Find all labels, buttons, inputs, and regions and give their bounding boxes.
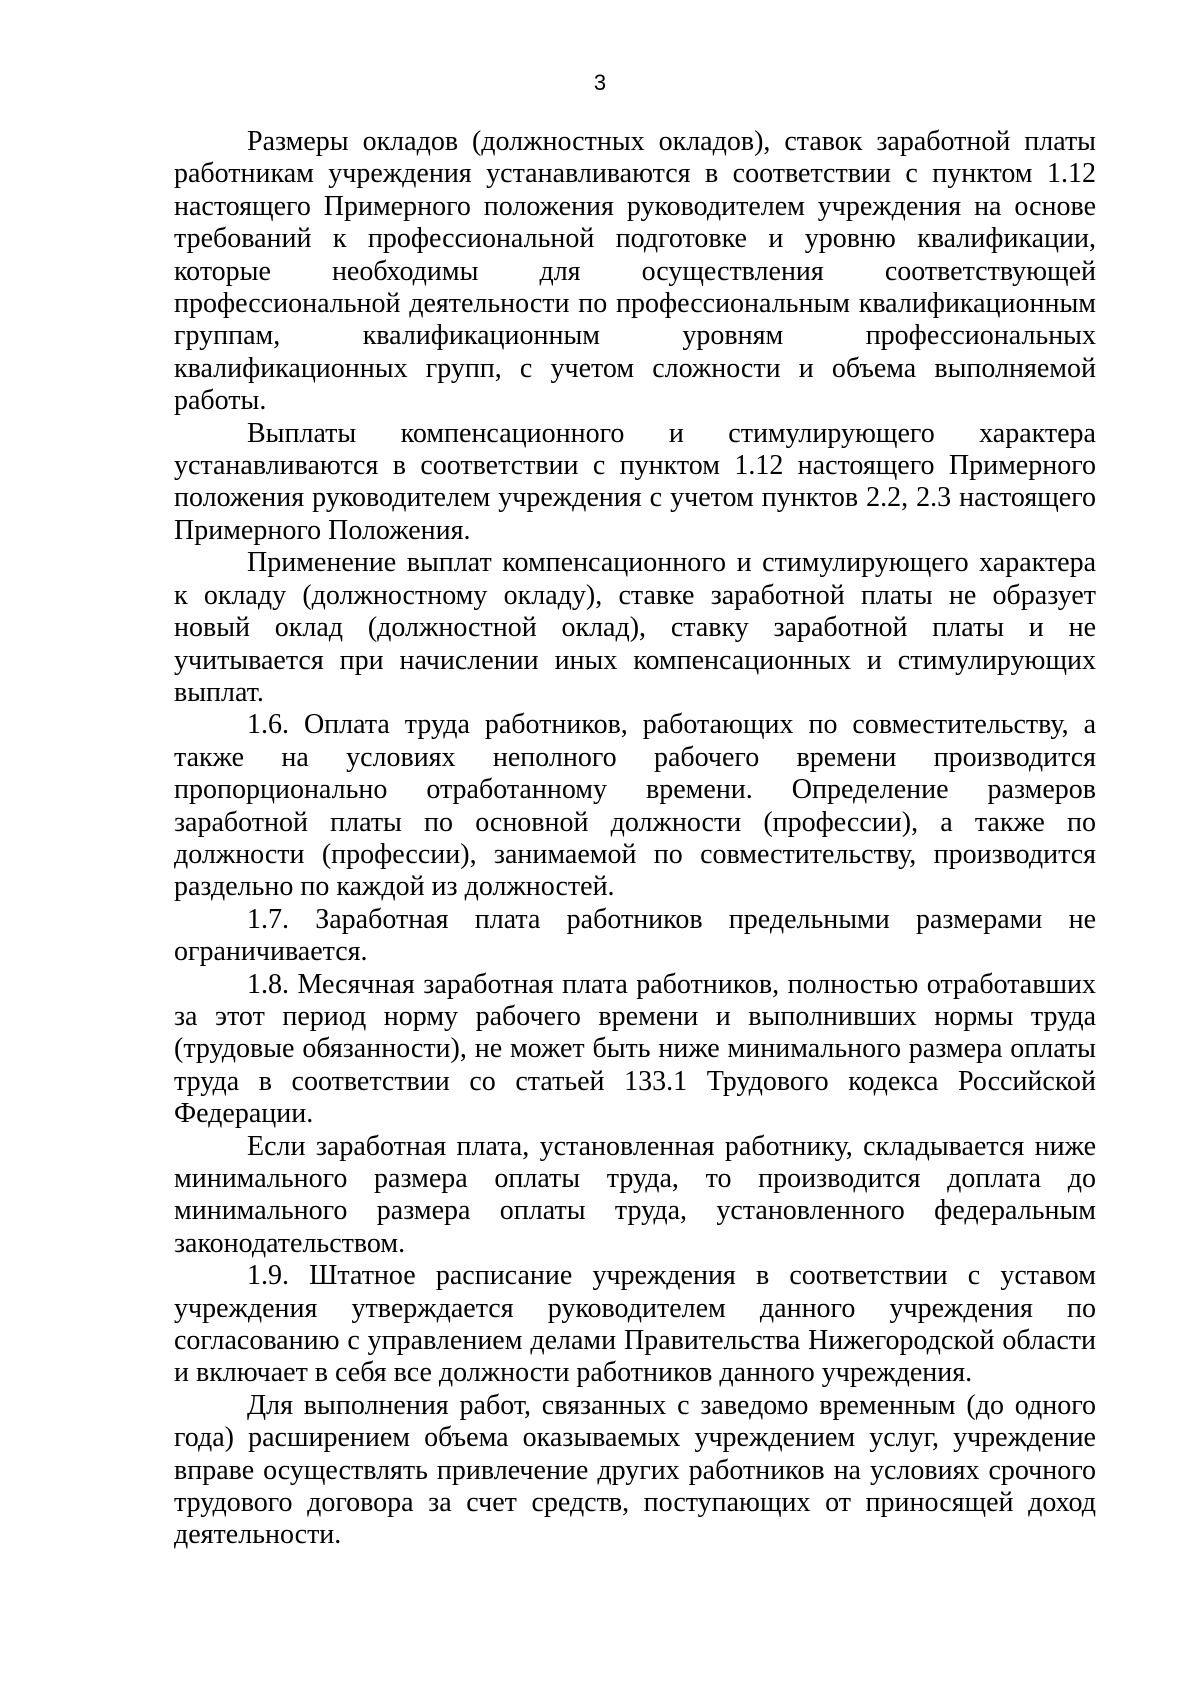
paragraph-payment-application: Применение выплат компенсационного и стимулирующего характера к окладу (должностному окладу), ставке заработной платы не образует новый оклад (должностной оклад), ставку заработной платы и не учитывается при начислении иных компенсационных и стимулирующих выплат.	[174, 547, 1096, 708]
paragraph-compensation-payments: Выплаты компенсационного и стимулирующего характера устанавливаются в соответствии с пунктом 1.12 настоящего Примерного положения руководителем учреждения с учетом пунктов 2.2, 2.3 настоящего Примерного Положения.	[174, 417, 1096, 546]
page-number: 3	[593, 70, 607, 95]
paragraph-1-6-part-time: 1.6. Оплата труда работников, работающих по совместительству, а также на условиях неполного рабочего времени производится пропорционально отработанному времени. Определение размеров заработной платы по основной должности (профессии), а также по должности (профессии), занимаемой по совместительству, производится раздельно по каждой из должностей.	[174, 709, 1096, 903]
paragraph-minimum-wage-supplement: Если заработная плата, установленная работнику, складывается ниже минимального размера оплаты труда, то производится доплата до минимального размера оплаты труда, установленного федеральным законодательством.	[174, 1130, 1096, 1259]
document-body	[174, 126, 1096, 1552]
paragraph-1-7-salary-limits: 1.7. Заработная плата работников предельными размерами не ограничивается.	[174, 903, 1096, 968]
paragraph-temporary-workers: Для выполнения работ, связанных с заведомо временным (до одного года) расширением объема оказываемых учреждением услуг, учреждение вправе осуществлять привлечение других работников на условиях срочного трудового договора за счет средств, поступающих от приносящей доход деятельности.	[174, 1389, 1096, 1551]
paragraph-salary-rates: Размеры окладов (должностных окладов), ставок заработной платы работникам учреждения устанавливаются в соответствии с пунктом 1.12 настоящего Примерного положения руководителем учреждения на основе требований к профессиональной подготовке и уровню квалификации, которые необходимы для осуществления соответствующей профессиональной деятельности по профессиональным квалификационным группам, квалификационным уровням профессиональных квалификационных групп, с учетом сложности и объема выполняемой работы.	[174, 126, 1096, 417]
paragraph-1-9-staffing-schedule: 1.9. Штатное расписание учреждения в соответствии с уставом учреждения утверждается руководителем данного учреждения по согласованию с управлением делами Правительства Нижегородской области и включает в себя все должности работников данного учреждения.	[174, 1260, 1096, 1389]
paragraph-1-8-minimum-wage: 1.8. Месячная заработная плата работников, полностью отработавших за этот период норму рабочего времени и выполнивших нормы труда (трудовые обязанности), не может быть ниже минимального размера оплаты труда в соответствии со статьей 133.1 Трудового кодекса Российской Федерации.	[174, 968, 1096, 1130]
